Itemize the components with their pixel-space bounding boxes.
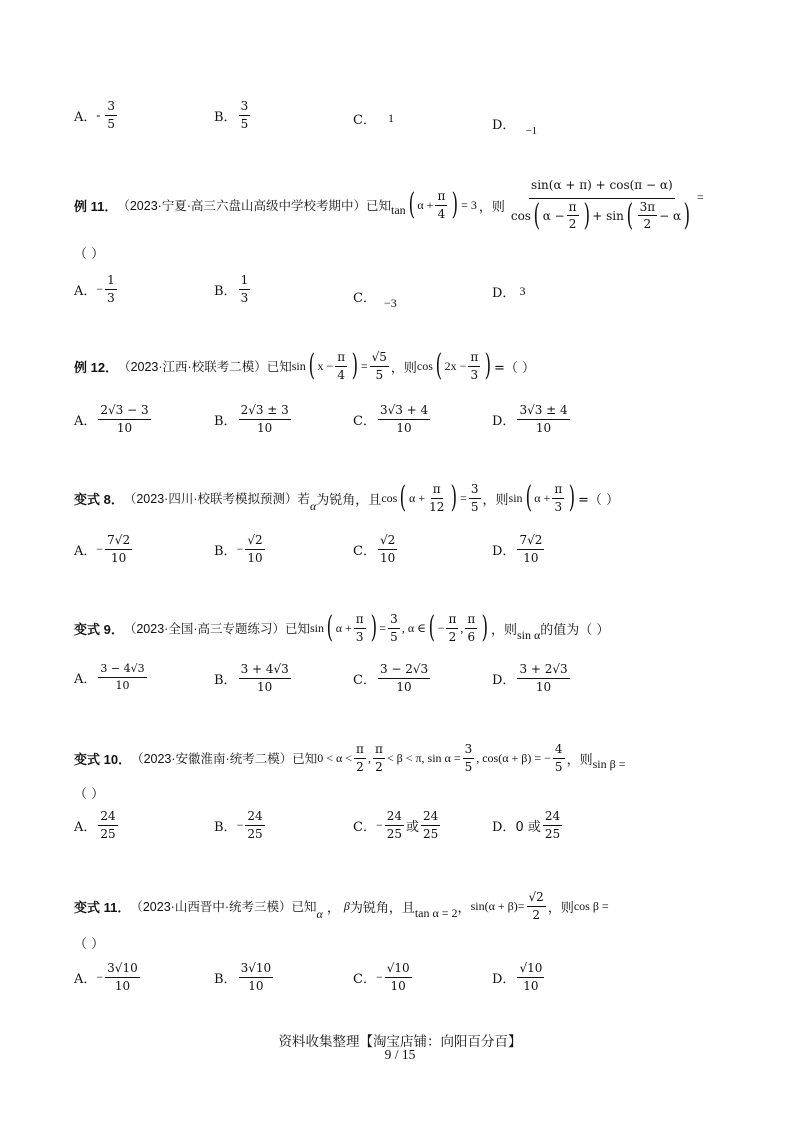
denominator: 10	[535, 679, 552, 694]
denominator: 10	[535, 420, 552, 435]
option-fraction	[239, 663, 291, 693]
numerator: √10	[517, 962, 544, 978]
math-fraction	[354, 613, 366, 643]
condition-text: 为锐角，且	[316, 492, 382, 508]
math-fraction	[553, 743, 565, 773]
option-c	[353, 534, 399, 564]
denominator: 10	[114, 978, 131, 993]
option-fraction	[105, 100, 117, 130]
connector-text: ，则	[482, 492, 509, 508]
denominator: 10	[115, 678, 130, 692]
numerator: √2	[378, 534, 397, 550]
paren-left: (	[308, 348, 315, 383]
option-label: C．	[353, 672, 376, 688]
option-prefix: 0 或	[515, 819, 541, 835]
question-tag: 例 11．	[74, 198, 118, 214]
paren-left: (	[484, 898, 489, 913]
footer-credit: 资料收集整理【淘宝店铺：向阳百分百】	[278, 1034, 522, 1050]
option-fraction	[245, 810, 264, 840]
option-label: B．	[214, 413, 237, 429]
option-b	[214, 810, 267, 840]
sin-func: sin	[309, 620, 324, 635]
math-text: + sin	[592, 208, 624, 223]
option-d	[492, 404, 572, 434]
paren-right: )	[583, 197, 590, 233]
denominator: 5	[375, 367, 384, 382]
sin-func: sin	[508, 490, 523, 505]
numerator: 4	[553, 743, 565, 759]
numerator: 3 − 2√3	[378, 663, 430, 679]
option-a	[74, 534, 134, 564]
beta-symbol: β	[343, 898, 350, 913]
answer-blank	[74, 783, 104, 802]
option-label: A．	[74, 819, 97, 835]
option-sign: −	[236, 541, 244, 556]
alpha-symbol: α	[309, 498, 317, 513]
numerator: π	[435, 190, 447, 206]
answer-blank	[74, 933, 104, 952]
option-value: 3	[519, 284, 526, 298]
paren-right: )	[370, 610, 377, 645]
option-label: A．	[74, 671, 97, 687]
question-tag: 变式 8．	[74, 491, 124, 507]
math-text: α +	[534, 490, 551, 505]
option-b	[214, 534, 267, 564]
math-text: α +	[409, 490, 426, 505]
numerator: 24	[98, 810, 117, 826]
denominator: 10	[110, 550, 127, 565]
option-sign: −	[375, 817, 383, 832]
option-fraction	[105, 962, 140, 992]
numerator: 7√2	[517, 534, 544, 550]
option-fraction	[385, 962, 412, 992]
option-label: C．	[353, 113, 376, 128]
option-fraction	[98, 404, 150, 434]
equals-sign: =	[696, 189, 704, 204]
option-sign: −	[375, 969, 383, 984]
math-fraction	[465, 613, 477, 643]
option-label: D．	[492, 413, 516, 429]
math-fraction	[468, 351, 480, 381]
variant-10-stem	[74, 740, 625, 776]
option-c	[353, 962, 414, 992]
option-label: D．	[492, 117, 516, 133]
question-source: （2023·全国·高三专题练习）已知	[123, 622, 310, 636]
paren-left: (	[326, 610, 334, 645]
numerator: 3√10	[239, 962, 274, 978]
option-label: C．	[353, 819, 376, 835]
numerator: π	[354, 613, 366, 629]
option-label: C．	[353, 413, 376, 429]
cos-func: cos	[510, 208, 531, 223]
sin-func: sin	[291, 358, 306, 373]
option-fraction	[239, 100, 251, 130]
option-sign: −	[96, 281, 104, 296]
question-tag: 例 12．	[74, 359, 119, 375]
option-c	[353, 282, 397, 311]
ask-text: 的值为（ ）	[540, 622, 610, 638]
option-c	[353, 404, 432, 434]
variant-9-stem	[74, 610, 609, 646]
option-label: D．	[492, 286, 516, 301]
math-text: α + β	[488, 898, 514, 913]
numerator: 24	[245, 810, 264, 826]
denominator: 10	[379, 550, 396, 565]
paren-left: (	[428, 610, 436, 645]
option-label: B．	[214, 819, 237, 835]
numerator: 3√3 ± 4	[517, 404, 569, 420]
denominator: 4	[337, 367, 345, 382]
option-label: D．	[492, 819, 516, 835]
page-number: 9 / 15	[384, 1047, 416, 1062]
option-sign: -	[96, 107, 101, 122]
math-fraction	[427, 483, 446, 513]
denominator: 6	[467, 629, 476, 644]
paren-right: )	[484, 348, 492, 383]
math-fraction	[373, 743, 385, 773]
option-fraction	[378, 534, 397, 564]
math-fraction	[370, 351, 389, 381]
denominator: 2	[448, 629, 457, 644]
equals-sign: =	[379, 620, 387, 635]
math-text: ,	[367, 750, 371, 765]
answer-blank	[74, 243, 104, 262]
numerator: π	[552, 483, 564, 499]
option-fraction	[517, 962, 544, 992]
numerator: π	[354, 743, 366, 759]
equals-sign: =	[360, 358, 368, 373]
question-tag: 变式 9．	[74, 621, 124, 637]
option-b	[214, 663, 293, 693]
question-tag: 变式 11．	[74, 899, 131, 915]
option-fraction	[245, 534, 264, 564]
question-source: （2023·宁夏·高三六盘山高级中学校考期中）已知	[117, 199, 391, 213]
sin-func: sin	[470, 898, 485, 913]
denominator: 25	[544, 826, 561, 841]
connector-text: ，则	[490, 622, 517, 638]
denominator: 10	[257, 420, 273, 435]
denominator: 5	[470, 499, 479, 514]
denominator: 10	[248, 978, 264, 993]
option-label: B．	[214, 109, 237, 125]
main-fraction	[509, 179, 695, 231]
option-a	[74, 274, 119, 304]
cos-func: cos	[381, 490, 398, 505]
option-b	[214, 274, 252, 304]
math-text: α −	[542, 208, 565, 223]
option-b	[214, 962, 275, 992]
option-label: C．	[353, 291, 376, 306]
option-d	[492, 663, 572, 693]
numerator: π	[465, 613, 477, 629]
option-c	[353, 663, 432, 693]
connector-text: ，则	[547, 900, 574, 916]
denominator: 2	[356, 759, 364, 774]
option-fraction	[421, 810, 440, 840]
math-fraction	[446, 613, 458, 643]
example-12-stem	[74, 348, 535, 384]
denominator: 3	[554, 499, 563, 514]
math-text: x −	[317, 358, 334, 373]
option-c	[353, 810, 442, 840]
denominator: 10	[116, 420, 133, 435]
option-fraction	[517, 404, 569, 434]
tan-expression: tan α = 2	[414, 905, 458, 920]
numerator: √2	[527, 891, 546, 907]
denominator: 12	[429, 499, 445, 514]
numerator: sin(α + π) + cos(π − α)	[529, 179, 675, 199]
cos-func: cos	[416, 358, 433, 373]
example-11-stem	[74, 173, 704, 237]
numerator: π	[335, 351, 347, 367]
math-text: 0 < α <	[317, 750, 353, 765]
paren-right: )	[481, 610, 489, 645]
denominator: 3	[240, 290, 249, 305]
denominator: 2	[532, 907, 540, 922]
question-tag: 变式 10．	[74, 751, 132, 767]
option-label: A．	[74, 971, 97, 987]
equals-sign: =	[517, 898, 525, 913]
denominator: 2	[643, 217, 652, 232]
denominator: 2	[568, 217, 577, 232]
numerator: 3 − 4√3	[98, 663, 146, 678]
math-text: α +	[417, 197, 434, 212]
option-fraction	[239, 274, 251, 304]
option-label: A．	[74, 413, 97, 429]
question-source: （2023·江西·校联考二模）已知	[118, 360, 292, 374]
option-fraction	[98, 663, 146, 691]
option-a	[74, 810, 120, 840]
math-fraction	[335, 351, 347, 381]
denominator	[509, 199, 695, 231]
math-fraction	[567, 201, 579, 231]
math-fraction	[638, 201, 658, 231]
numerator: 24	[385, 810, 404, 826]
ask-expression: sin β =	[592, 756, 626, 771]
option-d	[492, 810, 564, 840]
question-source: （2023·山西晋中·统考三模）已知	[130, 900, 317, 914]
denominator: 3	[107, 290, 115, 305]
math-fraction	[463, 743, 475, 773]
numerator: 3	[105, 100, 117, 116]
option-fraction	[543, 810, 562, 840]
separator: ，	[326, 900, 340, 916]
tan-func: tan	[391, 202, 406, 217]
numerator: π	[373, 743, 385, 759]
denominator: 5	[240, 116, 249, 131]
numerator: 3	[388, 613, 400, 629]
math-text: = 3	[461, 197, 477, 212]
denominator: 10	[396, 679, 412, 694]
math-text: α +	[335, 620, 352, 635]
question-source: （2023·安徽淮南·统考二模）已知	[131, 752, 318, 766]
numerator: 3 + 4√3	[239, 663, 291, 679]
connector-text: ，则	[390, 360, 417, 376]
ask-text: =（ ）	[577, 492, 619, 508]
option-label: C．	[353, 971, 376, 987]
paren-right: )	[513, 898, 518, 913]
math-fraction	[354, 743, 366, 773]
option-a	[74, 404, 153, 434]
numerator: √2	[245, 534, 264, 550]
option-label: A．	[74, 109, 97, 125]
numerator: π	[431, 483, 443, 499]
numerator: 3	[239, 100, 251, 116]
paren-left: (	[626, 197, 633, 233]
option-a	[74, 663, 149, 691]
paren-left: (	[525, 480, 532, 515]
numerator: π	[567, 201, 579, 217]
denominator: 10	[257, 679, 273, 694]
paren-right: )	[451, 187, 459, 222]
option-label: D．	[492, 971, 516, 987]
option-fraction	[378, 404, 430, 434]
condition-text: 为锐角，且	[349, 900, 415, 916]
comma: ,	[460, 620, 464, 635]
math-fraction	[552, 483, 564, 513]
ask-text: =（ ）	[494, 360, 536, 376]
numerator: 3√10	[105, 962, 140, 978]
connector-text: ，则	[478, 199, 505, 215]
option-fraction	[385, 810, 404, 840]
math-text: 2x −	[444, 358, 467, 373]
option-a	[74, 100, 119, 130]
numerator: π	[446, 613, 458, 629]
numerator: 24	[543, 810, 562, 826]
denominator: 5	[554, 759, 563, 774]
option-d	[492, 962, 546, 992]
blank-parens: （ ）	[74, 787, 105, 802]
option-d	[492, 109, 537, 137]
option-fraction	[239, 404, 291, 434]
paren-right: )	[351, 348, 359, 383]
option-fraction	[105, 534, 132, 564]
numerator: 2√3 ± 3	[239, 404, 291, 420]
math-text: − α	[659, 208, 682, 223]
denominator: 10	[390, 978, 406, 993]
numerator: 7√2	[105, 534, 132, 550]
option-a	[74, 962, 142, 992]
option-label: C．	[353, 543, 376, 559]
denominator: 25	[423, 826, 439, 841]
option-value: −1	[525, 125, 538, 137]
option-label: D．	[492, 543, 516, 559]
math-fraction	[527, 891, 546, 921]
option-label: A．	[74, 283, 97, 299]
option-fraction	[517, 534, 544, 564]
numerator: 3π	[638, 201, 658, 217]
option-label: B．	[214, 971, 237, 987]
numerator: 3 + 2√3	[517, 663, 569, 679]
denominator: 5	[464, 759, 473, 774]
denominator: 3	[355, 629, 364, 644]
option-sign: −	[96, 541, 104, 556]
option-label: B．	[214, 672, 237, 688]
denominator: 10	[396, 420, 412, 435]
numerator: √5	[370, 351, 389, 367]
option-b	[214, 404, 293, 434]
option-fraction	[239, 962, 274, 992]
numerator: 3√3 + 4	[378, 404, 430, 420]
denominator: 10	[247, 550, 263, 565]
numerator: 24	[421, 810, 440, 826]
denominator: 10	[523, 978, 539, 993]
numerator: 2√3 − 3	[98, 404, 150, 420]
denominator: 2	[375, 759, 383, 774]
variant-11-stem	[74, 886, 609, 926]
math-fraction	[469, 483, 481, 513]
denominator: 4	[437, 206, 446, 221]
option-label: B．	[214, 283, 237, 299]
math-text: , α ∈	[401, 620, 426, 635]
paren-right: )	[683, 197, 691, 233]
numerator: 3	[463, 743, 475, 759]
paren-left: (	[533, 197, 541, 233]
option-c	[353, 109, 394, 128]
numerator: 1	[105, 274, 117, 290]
option-d	[492, 282, 525, 301]
option-label: B．	[214, 543, 237, 559]
blank-parens: （ ）	[74, 247, 105, 262]
or-text: 或	[406, 819, 420, 835]
option-fraction	[105, 274, 117, 304]
ask-expression: cos β =	[573, 898, 609, 913]
denominator: 25	[247, 826, 263, 841]
option-fraction	[517, 663, 569, 693]
paren-right: )	[451, 480, 458, 515]
question-source: （2023·四川·校联考模拟预测）若	[123, 492, 310, 506]
option-fraction	[378, 663, 430, 693]
denominator: 5	[390, 629, 398, 644]
denominator: 5	[107, 116, 116, 131]
numerator: 1	[239, 274, 251, 290]
connector-text: ，则	[566, 752, 593, 768]
paren-left: (	[399, 480, 407, 515]
sin-alpha: sin α	[517, 627, 541, 642]
option-value: −3	[383, 296, 397, 310]
option-b	[214, 100, 252, 130]
math-text: < β < π, sin α =	[386, 750, 461, 765]
denominator: 10	[523, 550, 539, 565]
option-value: 1	[387, 111, 394, 125]
option-label: D．	[492, 672, 516, 688]
math-fraction	[388, 613, 400, 643]
variant-8-stem	[74, 480, 619, 516]
numerator: 3	[469, 483, 481, 499]
blank-parens: （ ）	[74, 937, 105, 952]
paren-right: )	[568, 480, 576, 515]
option-d	[492, 534, 546, 564]
option-label: A．	[74, 543, 97, 559]
denominator: 25	[386, 826, 403, 841]
denominator: 25	[100, 826, 116, 841]
paren-left: (	[435, 348, 443, 383]
math-text: , cos(α + β) = −	[476, 750, 551, 765]
equals-sign: =	[460, 490, 467, 505]
numerator: √10	[385, 962, 412, 978]
paren-left: (	[408, 187, 415, 222]
separator: ，	[457, 900, 471, 916]
denominator: 3	[470, 367, 479, 382]
minus-sign: −	[437, 620, 445, 635]
option-sign: −	[96, 969, 104, 984]
option-fraction	[98, 810, 117, 840]
math-fraction	[435, 190, 447, 220]
option-sign: −	[236, 817, 244, 832]
alpha-symbol: α	[316, 906, 323, 921]
numerator: π	[468, 351, 480, 367]
